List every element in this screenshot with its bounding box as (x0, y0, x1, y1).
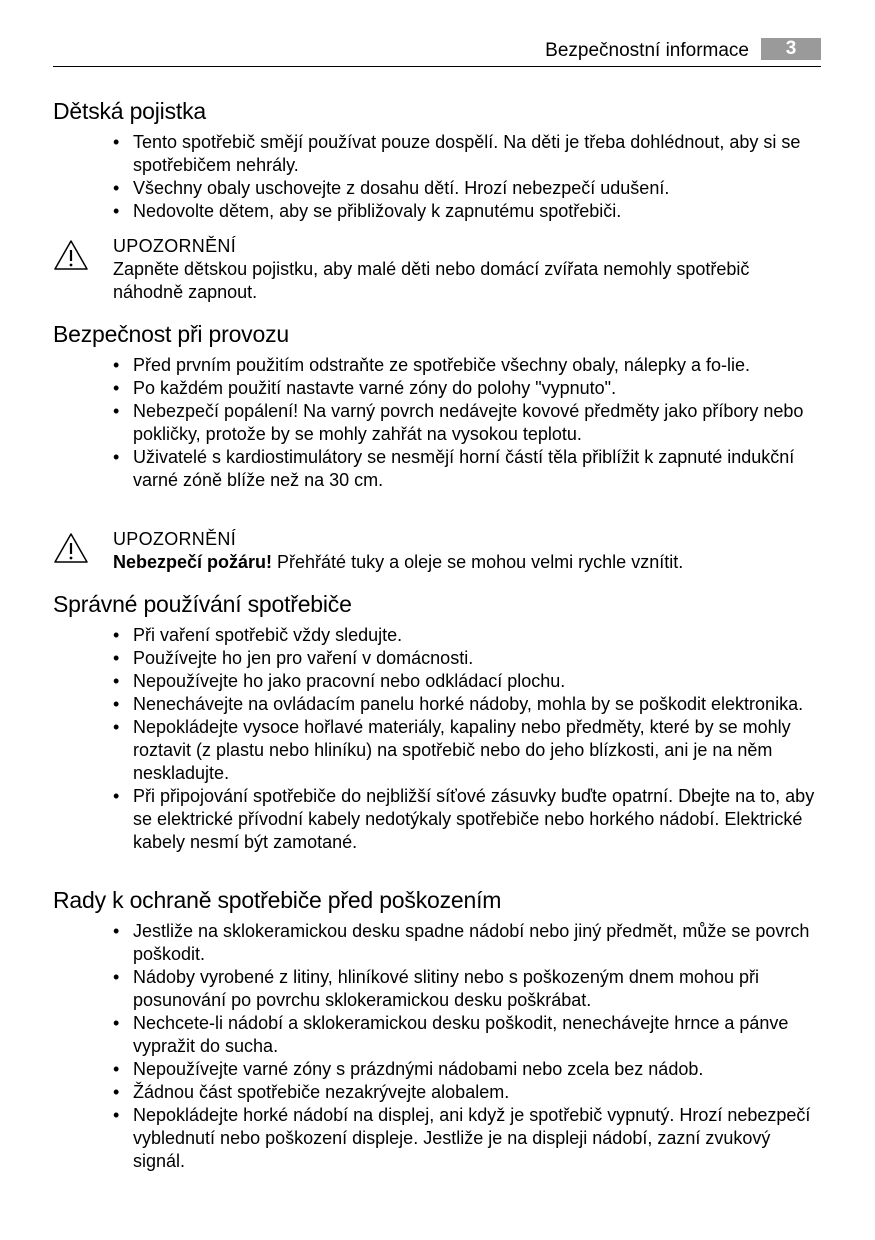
section-title: Správné používání spotřebiče (53, 591, 352, 617)
section-title: Bezpečnost při provozu (53, 321, 289, 347)
list-item: • Tento spotřebič smějí používat pouze dospělí. Na děti je třeba dohlédnout, aby si se spotřebičem nehrály. (53, 131, 823, 177)
list-item: • Před prvním použitím odstraňte ze spotřebiče všechny obaly, nálepky a fo-lie. (53, 354, 823, 377)
bullet-list (53, 624, 823, 854)
list-item: • Nebezpečí popálení! Na varný povrch nedávejte kovové předměty jako příbory nebo pokličky, protože by se mohly zahřát na vysokou teplotu. (53, 400, 823, 446)
bullet-list (53, 920, 823, 1173)
header-title: Bezpečnostní informace (545, 40, 749, 61)
warning-text (113, 551, 823, 574)
warning-triangle-icon (53, 532, 89, 564)
list-item: • Nepoužívejte ho jako pracovní nebo odkládací plochu. (53, 670, 823, 693)
warning-text: Zapněte dětskou pojistku, aby malé děti nebo domácí zvířata nemohly spotřebič náhodně zapnout. (113, 259, 750, 302)
section-damage-prevention (53, 887, 823, 1173)
section-title: Dětská pojistka (53, 98, 206, 124)
warning-box (53, 235, 823, 302)
warning-box (53, 528, 823, 588)
list-item: • Při připojování spotřebiče do nejbližší síťové zásuvky buďte opatrní. Dbejte na to, aby se elektrické přívodní kabely nedotýkaly spotřebiče nebo horkého nádobí. Elektrické kabely nesmí být zamotané. (53, 785, 823, 854)
bullet-list (53, 354, 823, 492)
warning-triangle-icon (53, 239, 89, 271)
warning-body: Přehřáté tuky a oleje se mohou velmi rychle vznítit. (272, 552, 684, 572)
list-item: • Po každém použití nastavte varné zóny do polohy "vypnuto". (53, 377, 823, 400)
list-item: • Uživatelé s kardiostimulátory se nesmějí horní částí těla přiblížit k zapnuté indukční varné zóně blíže než na 30 cm. (53, 446, 823, 492)
page-number: 3 (761, 38, 821, 60)
bullet-list (53, 131, 823, 223)
list-item: • Všechny obaly uschovejte z dosahu dětí. Hrozí nebezpečí udušení. (53, 177, 823, 200)
list-item: • Nepokládejte vysoce hořlavé materiály, kapaliny nebo předměty, které by se mohly roztavit (z plastu nebo hliníku) na spotřebič nebo do jeho blízkosti, ani je na něm neskladujte. (53, 716, 823, 785)
warning-label: UPOZORNĚNÍ (113, 529, 237, 549)
warning-label: UPOZORNĚNÍ (113, 236, 237, 256)
section-operation-safety (53, 321, 823, 492)
section-title: Rady k ochraně spotřebiče před poškozením (53, 887, 502, 913)
list-item: • Nádoby vyrobené z litiny, hliníkové slitiny nebo s poškozeným dnem mohou při posunování po povrchu sklokeramickou desku poškrábat. (53, 966, 823, 1012)
list-item: • Nechcete-li nádobí a sklokeramickou desku poškodit, nenechávejte hrnce a pánve vypražit do sucha. (53, 1012, 823, 1058)
list-item: • Žádnou část spotřebiče nezakrývejte alobalem. (53, 1081, 823, 1104)
list-item: • Při vaření spotřebič vždy sledujte. (53, 624, 823, 647)
section-proper-use (53, 591, 823, 854)
list-item: • Jestliže na sklokeramickou desku spadne nádobí nebo jiný předmět, může se povrch poškodit. (53, 920, 823, 966)
list-item: • Nepokládejte horké nádobí na displej, ani když je spotřebič vypnutý. Hrozí nebezpečí vyblednutí nebo poškození displeje. Jestliže je na displeji nádobí, zazní zvukový signál. (53, 1104, 823, 1173)
list-item: • Nedovolte dětem, aby se přibližovaly k zapnutému spotřebiči. (53, 200, 823, 223)
list-item: • Nepoužívejte varné zóny s prázdnými nádobami nebo zcela bez nádob. (53, 1058, 823, 1081)
list-item: • Nenechávejte na ovládacím panelu horké nádoby, mohla by se poškodit elektronika. (53, 693, 823, 716)
page-header (53, 38, 821, 67)
warning-emphasis: Nebezpečí požáru! (113, 552, 273, 572)
list-item: • Používejte ho jen pro vaření v domácnosti. (53, 647, 823, 670)
section-child-lock (53, 98, 823, 223)
